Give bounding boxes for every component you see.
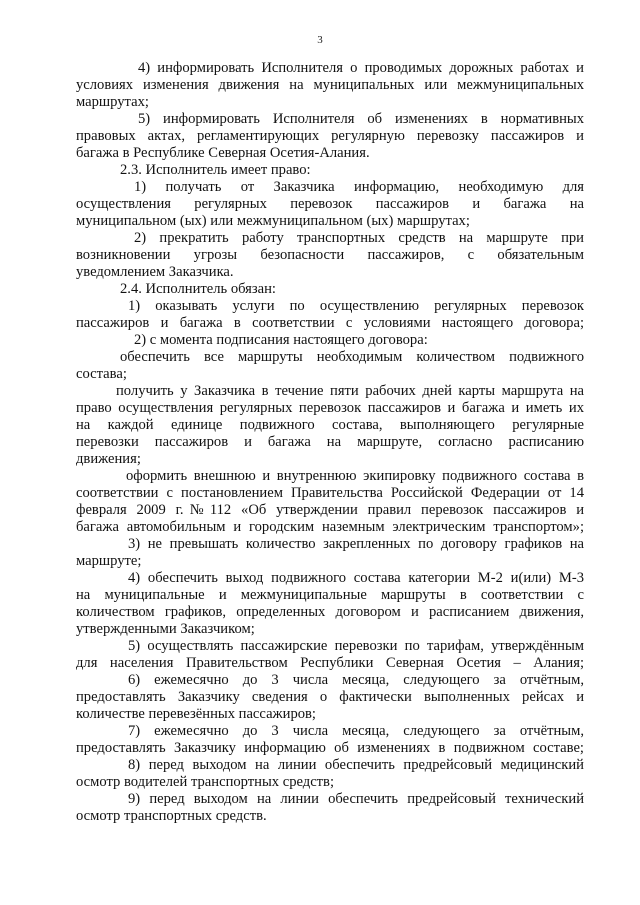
text-line: оформить внешнюю и внутреннюю экипировку подвижного состава в — [126, 468, 584, 484]
text-line: маршруте; — [76, 553, 142, 569]
text-line: количеством графиков, определенных договором и расписанием движения, — [76, 604, 584, 620]
text-line: право осуществления регулярных перевозок пассажиров и багажа и иметь их — [76, 400, 584, 416]
text-line: маршрутах; — [76, 94, 149, 110]
text-line: на каждой единице подвижного состава, выполняющего регулярные — [76, 417, 584, 433]
text-line: 2) прекратить работу транспортных средств на маршруте при — [134, 230, 584, 246]
text-line: предоставлять Заказчику сведения о фактически выполненных рейсах и — [76, 689, 584, 705]
text-line: 8) перед выходом на линии обеспечить предрейсовый медицинский — [128, 757, 584, 773]
text-line: условиях изменения движения на муниципальных или межмуниципальных — [76, 77, 584, 93]
text-line: 4) обеспечить выход подвижного состава категории М-2 и(или) М-3 — [128, 570, 584, 586]
text-line: 3) не превышать количество закрепленных по договору графиков на — [128, 536, 584, 552]
text-line: количестве перевезённых пассажиров; — [76, 706, 316, 722]
text-line: 6) ежемесячно до 3 числа месяца, следующего за отчётным, — [128, 672, 584, 688]
text-line: перевозки пассажиров и багажа на маршруте, согласно расписанию — [76, 434, 584, 450]
text-line: 2.4. Исполнитель обязан: — [120, 281, 276, 297]
text-line: 2.3. Исполнитель имеет право: — [120, 162, 311, 178]
text-line: 7) ежемесячно до 3 числа месяца, следующего за отчётным, — [128, 723, 584, 739]
text-line: возникновении угрозы безопасности пассажиров, с обязательным — [76, 247, 584, 263]
text-line: утвержденными Заказчиком; — [76, 621, 255, 637]
text-line: 4) информировать Исполнителя о проводимых дорожных работах и — [138, 60, 584, 76]
text-line: багажа автомобильным и городским наземным электрическим транспортом»; — [76, 519, 584, 535]
text-line: для населения Правительством Республики Северная Осетия – Алания; — [76, 655, 584, 671]
text-line: 1) оказывать услуги по осуществлению регулярных перевозок — [128, 298, 584, 314]
text-line: предоставлять Заказчику информацию об изменениях в подвижном составе; — [76, 740, 584, 756]
page-number: 3 — [317, 34, 323, 46]
text-line: правовых актах, регламентирующих регулярную перевозку пассажиров и — [76, 128, 584, 144]
text-line: 1) получать от Заказчика информацию, необходимую для — [134, 179, 584, 195]
text-line: 9) перед выходом на линии обеспечить предрейсовый технический — [128, 791, 584, 807]
text-line: 2) с момента подписания настоящего договора: — [134, 332, 428, 348]
text-line: осуществления регулярных перевозок пассажиров и багажа на — [76, 196, 584, 212]
text-line: обеспечить все маршруты необходимым количеством подвижного — [120, 349, 584, 365]
text-line: февраля 2009 г.№112 «Об утверждении правил перевозок пассажиров и — [76, 502, 584, 518]
text-line: уведомлением Заказчика. — [76, 264, 234, 280]
text-line: на муниципальные и межмуниципальные маршруты в соответствии с — [76, 587, 584, 603]
text-line: 5) осуществлять пассажирские перевозки по тарифам, утверждённым — [128, 638, 584, 654]
text-line: осмотр транспортных средств. — [76, 808, 267, 824]
text-line: движения; — [76, 451, 141, 467]
text-line: состава; — [76, 366, 127, 382]
text-line: получить у Заказчика в течение пяти рабочих дней карты маршрута на — [116, 383, 584, 399]
text-line: муниципальном (ых) или межмуниципальном (ых) маршрутах; — [76, 213, 470, 229]
text-line: пассажиров и багажа в соответствии с условиями настоящего договора; — [76, 315, 584, 331]
document-body — [76, 60, 584, 825]
text-line: соответствии с постановлением Правительства Российской Федерации от 14 — [76, 485, 584, 501]
text-line: 5) информировать Исполнителя об изменениях в нормативных — [138, 111, 584, 127]
text-line: осмотр водителей транспортных средств; — [76, 774, 335, 790]
text-line: багажа в Республике Северная Осетия-Алания. — [76, 145, 370, 161]
